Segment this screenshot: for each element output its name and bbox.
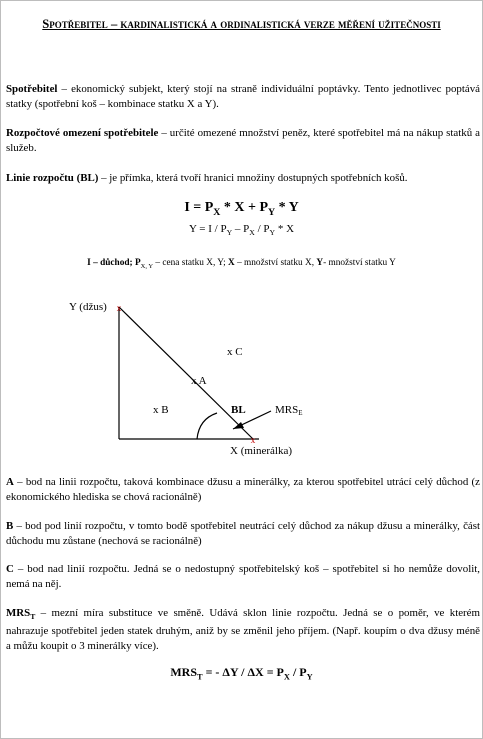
legend-part: – cena statku X, Y; bbox=[153, 258, 229, 268]
x-intercept-mark: x bbox=[250, 435, 256, 445]
y-axis-label: Y (džus) bbox=[69, 301, 107, 313]
mrs-formula bbox=[1, 665, 482, 681]
point-a-label: x A bbox=[191, 375, 207, 387]
legend-sub: X, Y bbox=[140, 262, 154, 270]
formula-sub: Y bbox=[269, 228, 276, 238]
legend-part: X bbox=[228, 258, 235, 268]
formula-part: I = P bbox=[184, 200, 214, 215]
formula-part: / P bbox=[254, 223, 270, 235]
mrs-text: MRS bbox=[275, 404, 299, 416]
definition-text: – je přímka, která tvoří hranici množiny dostupných spotřebních košů. bbox=[98, 172, 408, 184]
term: C bbox=[6, 563, 14, 575]
document-title: Spotřebitel – kardinalistická a ordinalistická verze měření užitečnosti bbox=[42, 17, 441, 31]
budget-line-diagram bbox=[1, 293, 482, 463]
point-c-description bbox=[6, 562, 480, 592]
legend-part: – množství statku X, bbox=[234, 258, 317, 268]
term: A bbox=[6, 476, 14, 488]
term: Spotřebitel bbox=[6, 83, 58, 95]
formula-sub: X bbox=[213, 206, 221, 218]
mrs-sub: E bbox=[298, 409, 303, 417]
point-c-label: x C bbox=[227, 346, 243, 358]
definition-linie-rozpoctu bbox=[6, 171, 480, 186]
formula-sub: X bbox=[283, 672, 290, 682]
formula-part: – P bbox=[232, 223, 250, 235]
formula-part: = - ΔY / ΔX = P bbox=[202, 665, 284, 679]
definition-text: – mezní míra substituce ve směně. Udává sklon linie rozpočtu. Jedná se o poměr, ve kterém nahrazuje spotřebitel jeden statek druhým, aniž by se změnil jeho příjem. (Např. koupím o dva džusy méně a můžu koupit o 3 minerálky více). bbox=[6, 607, 480, 653]
formula-sub: X bbox=[249, 228, 255, 238]
mrs-label bbox=[275, 404, 303, 417]
formula-sub: Y bbox=[306, 672, 313, 682]
point-a-description bbox=[6, 475, 480, 505]
formula-part: MRS bbox=[170, 665, 197, 679]
formula-sub: T bbox=[197, 672, 203, 682]
formula-sub: Y bbox=[226, 228, 233, 238]
term: B bbox=[6, 520, 14, 532]
legend-part: I – důchod; bbox=[87, 258, 135, 268]
legend-part: P bbox=[134, 258, 141, 268]
formula-part: * X bbox=[275, 223, 295, 235]
formula-part: Y = I / P bbox=[188, 223, 227, 235]
mrs-definition bbox=[6, 606, 480, 654]
point-b-description bbox=[6, 519, 480, 549]
formula-part: * X + P bbox=[220, 200, 269, 215]
formula-part: * Y bbox=[275, 200, 299, 215]
y-intercept-mark: x bbox=[116, 303, 122, 313]
formula-part: / P bbox=[289, 665, 307, 679]
budget-line-equation bbox=[1, 223, 482, 237]
formula-legend bbox=[1, 258, 482, 270]
description-text: – bod na linii rozpočtu, taková kombinace džusu a minerálky, za kterou spotřebitel utrácí celý důchod (z ekonomického hlediska se chová racionálně) bbox=[6, 476, 480, 503]
definition-spotrebitel bbox=[6, 82, 480, 112]
description-text: – bod pod linií rozpočtu, v tomto bodě spotřebitel neutrácí celý důchod za nákup džusu a minerálky, část důchodu mu zůstane (nechová se racionálně) bbox=[6, 520, 480, 547]
term-text: MRS bbox=[6, 607, 31, 619]
point-b-label: x B bbox=[153, 404, 169, 416]
term: Linie rozpočtu (BL) bbox=[6, 172, 99, 184]
mrs-arrow-head bbox=[233, 422, 244, 429]
definition-text: – určité omezené množství peněz, které spotřebitel má na nákup statků a služeb. bbox=[6, 127, 480, 154]
definition-text: – ekonomický subjekt, který stojí na straně individuální poptávky. Tento jednotlivec poptává statky (spotřební koš – kombinace statku X a Y). bbox=[6, 83, 480, 110]
formula-sub: Y bbox=[268, 206, 276, 218]
definition-rozpoctove-omezeni bbox=[6, 126, 480, 156]
slope-angle-arc bbox=[197, 413, 217, 439]
term: Rozpočtové omezení spotřebitele bbox=[6, 127, 159, 139]
description-text: – bod nad linií rozpočtu. Jedná se o nedostupný spotřebitelský koš – spotřebitel si ho nemůže dovolit, nemá na něj. bbox=[6, 563, 480, 590]
legend-part: - množství statku Y bbox=[323, 258, 396, 268]
x-axis-label: X (minerálka) bbox=[230, 445, 292, 457]
term bbox=[6, 607, 36, 622]
budget-line-label: BL bbox=[231, 404, 246, 416]
legend-part: Y bbox=[316, 258, 324, 268]
budget-line bbox=[119, 307, 253, 439]
budget-formula bbox=[1, 200, 482, 218]
term-sub: T bbox=[30, 612, 36, 622]
